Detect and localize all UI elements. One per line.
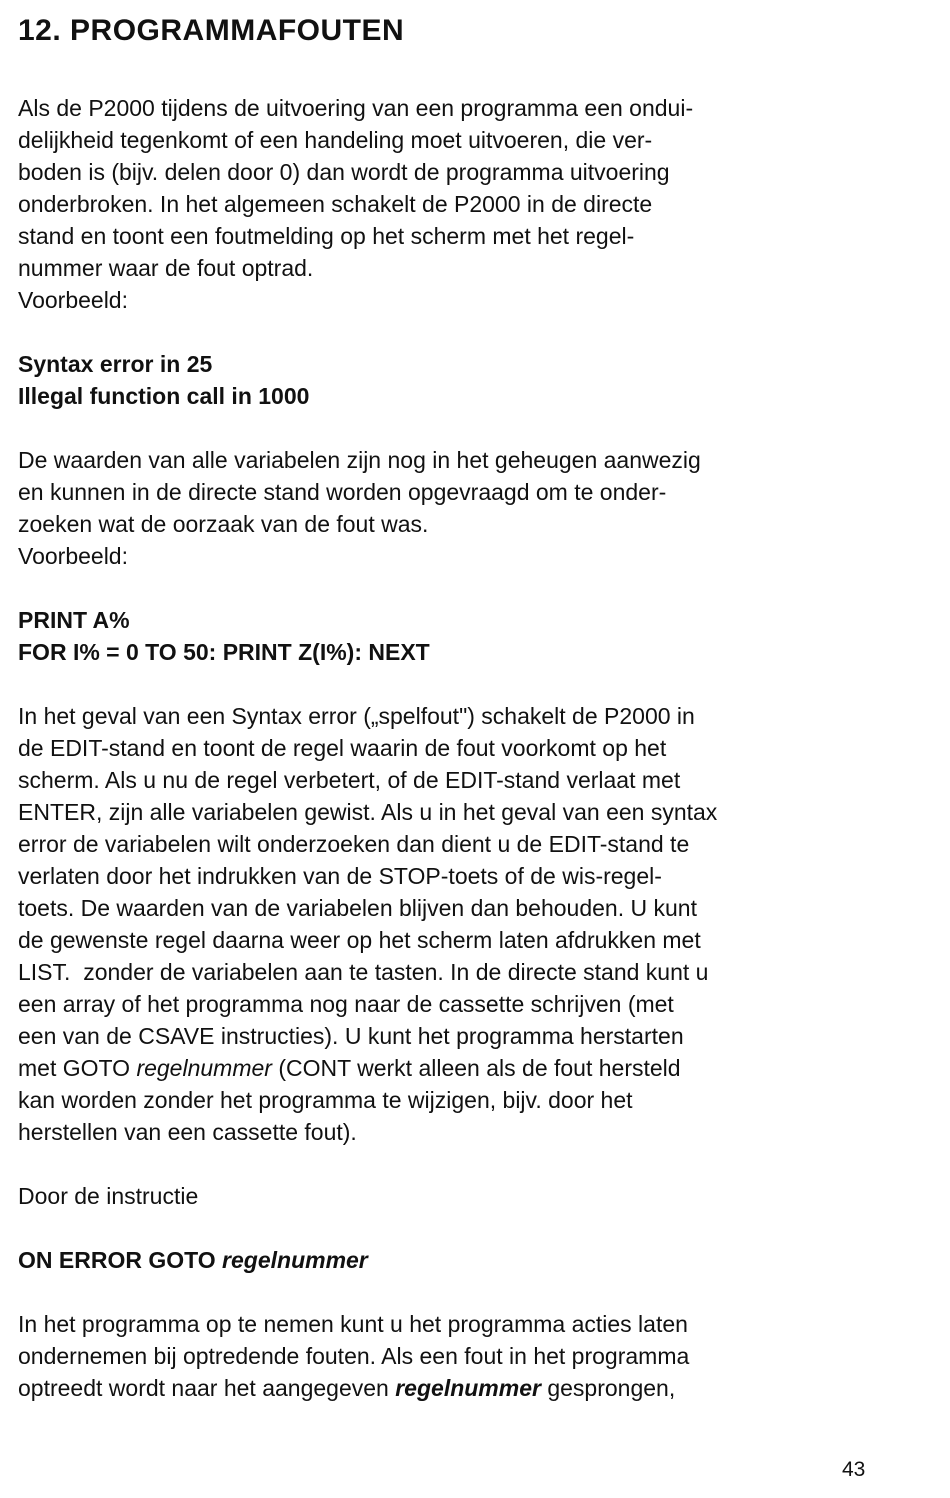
text-line: een van de CSAVE instructies). U kunt het programma herstarten — [18, 1023, 684, 1049]
variables-paragraph — [18, 444, 878, 572]
chapter-heading: 12. PROGRAMMAFOUTEN — [18, 14, 405, 47]
text-line: en kunnen in de directe stand worden opgevraagd om te onder- — [18, 479, 667, 505]
text-line: herstellen van een cassette fout). — [18, 1119, 357, 1145]
text-line — [18, 1372, 878, 1404]
text-line: In het geval van een Syntax error („spelfout") schakelt de P2000 in — [18, 703, 695, 729]
instruction-keyword: ON ERROR GOTO — [18, 1247, 223, 1273]
text-line: scherm. Als u nu de regel verbetert, of de EDIT-stand verlaat met — [18, 767, 681, 793]
text-line: de EDIT-stand en toont de regel waarin de fout voorkomt op het — [18, 735, 667, 761]
intro-paragraph — [18, 92, 878, 316]
text-line: stand en toont een foutmelding op het scherm met het regel- — [18, 223, 635, 249]
instruction-intro — [18, 1180, 878, 1212]
text-line: de gewenste regel daarna weer op het scherm laten afdrukken met — [18, 927, 701, 953]
syntax-error-paragraph — [18, 700, 878, 1148]
code-line: Illegal function call in 1000 — [18, 383, 310, 409]
text-line: error de variabelen wilt onderzoeken dan dient u de EDIT-stand te — [18, 831, 690, 857]
error-handling-paragraph — [18, 1308, 878, 1404]
regelnummer-bold-italic: regelnummer — [395, 1375, 541, 1401]
goto-suffix: (CONT werkt alleen als de fout hersteld — [271, 1055, 681, 1081]
text-line: verlaten door het indrukken van de STOP-toets of de wis-regel- — [18, 863, 662, 889]
code-line: FOR I% = 0 TO 50: PRINT Z(I%): NEXT — [18, 639, 430, 665]
regelnummer-italic: regelnummer — [136, 1055, 272, 1081]
code-line: PRINT A% — [18, 607, 130, 633]
document-page — [18, 12, 878, 1404]
goto-prefix: met GOTO — [18, 1055, 137, 1081]
text-line: zoeken wat de oorzaak van de fout was. — [18, 511, 429, 537]
text-line: Voorbeeld: — [18, 543, 128, 569]
text-line: ENTER, zijn alle variabelen gewist. Als u in het geval van een syntax — [18, 799, 718, 825]
text-line: kan worden zonder het programma te wijzigen, bijv. door het — [18, 1087, 633, 1113]
error-example — [18, 348, 878, 412]
text-line: De waarden van alle variabelen zijn nog in het geheugen aanwezig — [18, 447, 701, 473]
text-line: Voorbeeld: — [18, 287, 128, 313]
on-error-instruction — [18, 1244, 878, 1276]
jump-prefix: optreedt wordt naar het aangegeven — [18, 1375, 396, 1401]
text-line: In het programma op te nemen kunt u het programma acties laten — [18, 1311, 688, 1337]
code-line: Syntax error in 25 — [18, 351, 213, 377]
jump-suffix: gesprongen, — [540, 1375, 676, 1401]
text-line: onderbroken. In het algemeen schakelt de P2000 in de directe — [18, 191, 653, 217]
text-line: toets. De waarden van de variabelen blijven dan behouden. U kunt — [18, 895, 697, 921]
text-line: een array of het programma nog naar de cassette schrijven (met — [18, 991, 674, 1017]
code-line — [18, 1244, 878, 1276]
text-line: delijkheid tegenkomt of een handeling moet uitvoeren, die ver- — [18, 127, 653, 153]
text-line: nummer waar de fout optrad. — [18, 255, 314, 281]
instruction-param: regelnummer — [222, 1247, 368, 1273]
print-example — [18, 604, 878, 668]
text-line: LIST. zonder de variabelen aan te tasten. In de directe stand kunt u — [18, 959, 709, 985]
text-line: Als de P2000 tijdens de uitvoering van een programma een ondui- — [18, 95, 694, 121]
text-line — [18, 1052, 878, 1084]
text-line: ondernemen bij optredende fouten. Als een fout in het programma — [18, 1343, 690, 1369]
text-line: Door de instructie — [18, 1183, 199, 1209]
page-number: 43 — [842, 1458, 866, 1481]
text-line: boden is (bijv. delen door 0) dan wordt de programma uitvoering — [18, 159, 670, 185]
